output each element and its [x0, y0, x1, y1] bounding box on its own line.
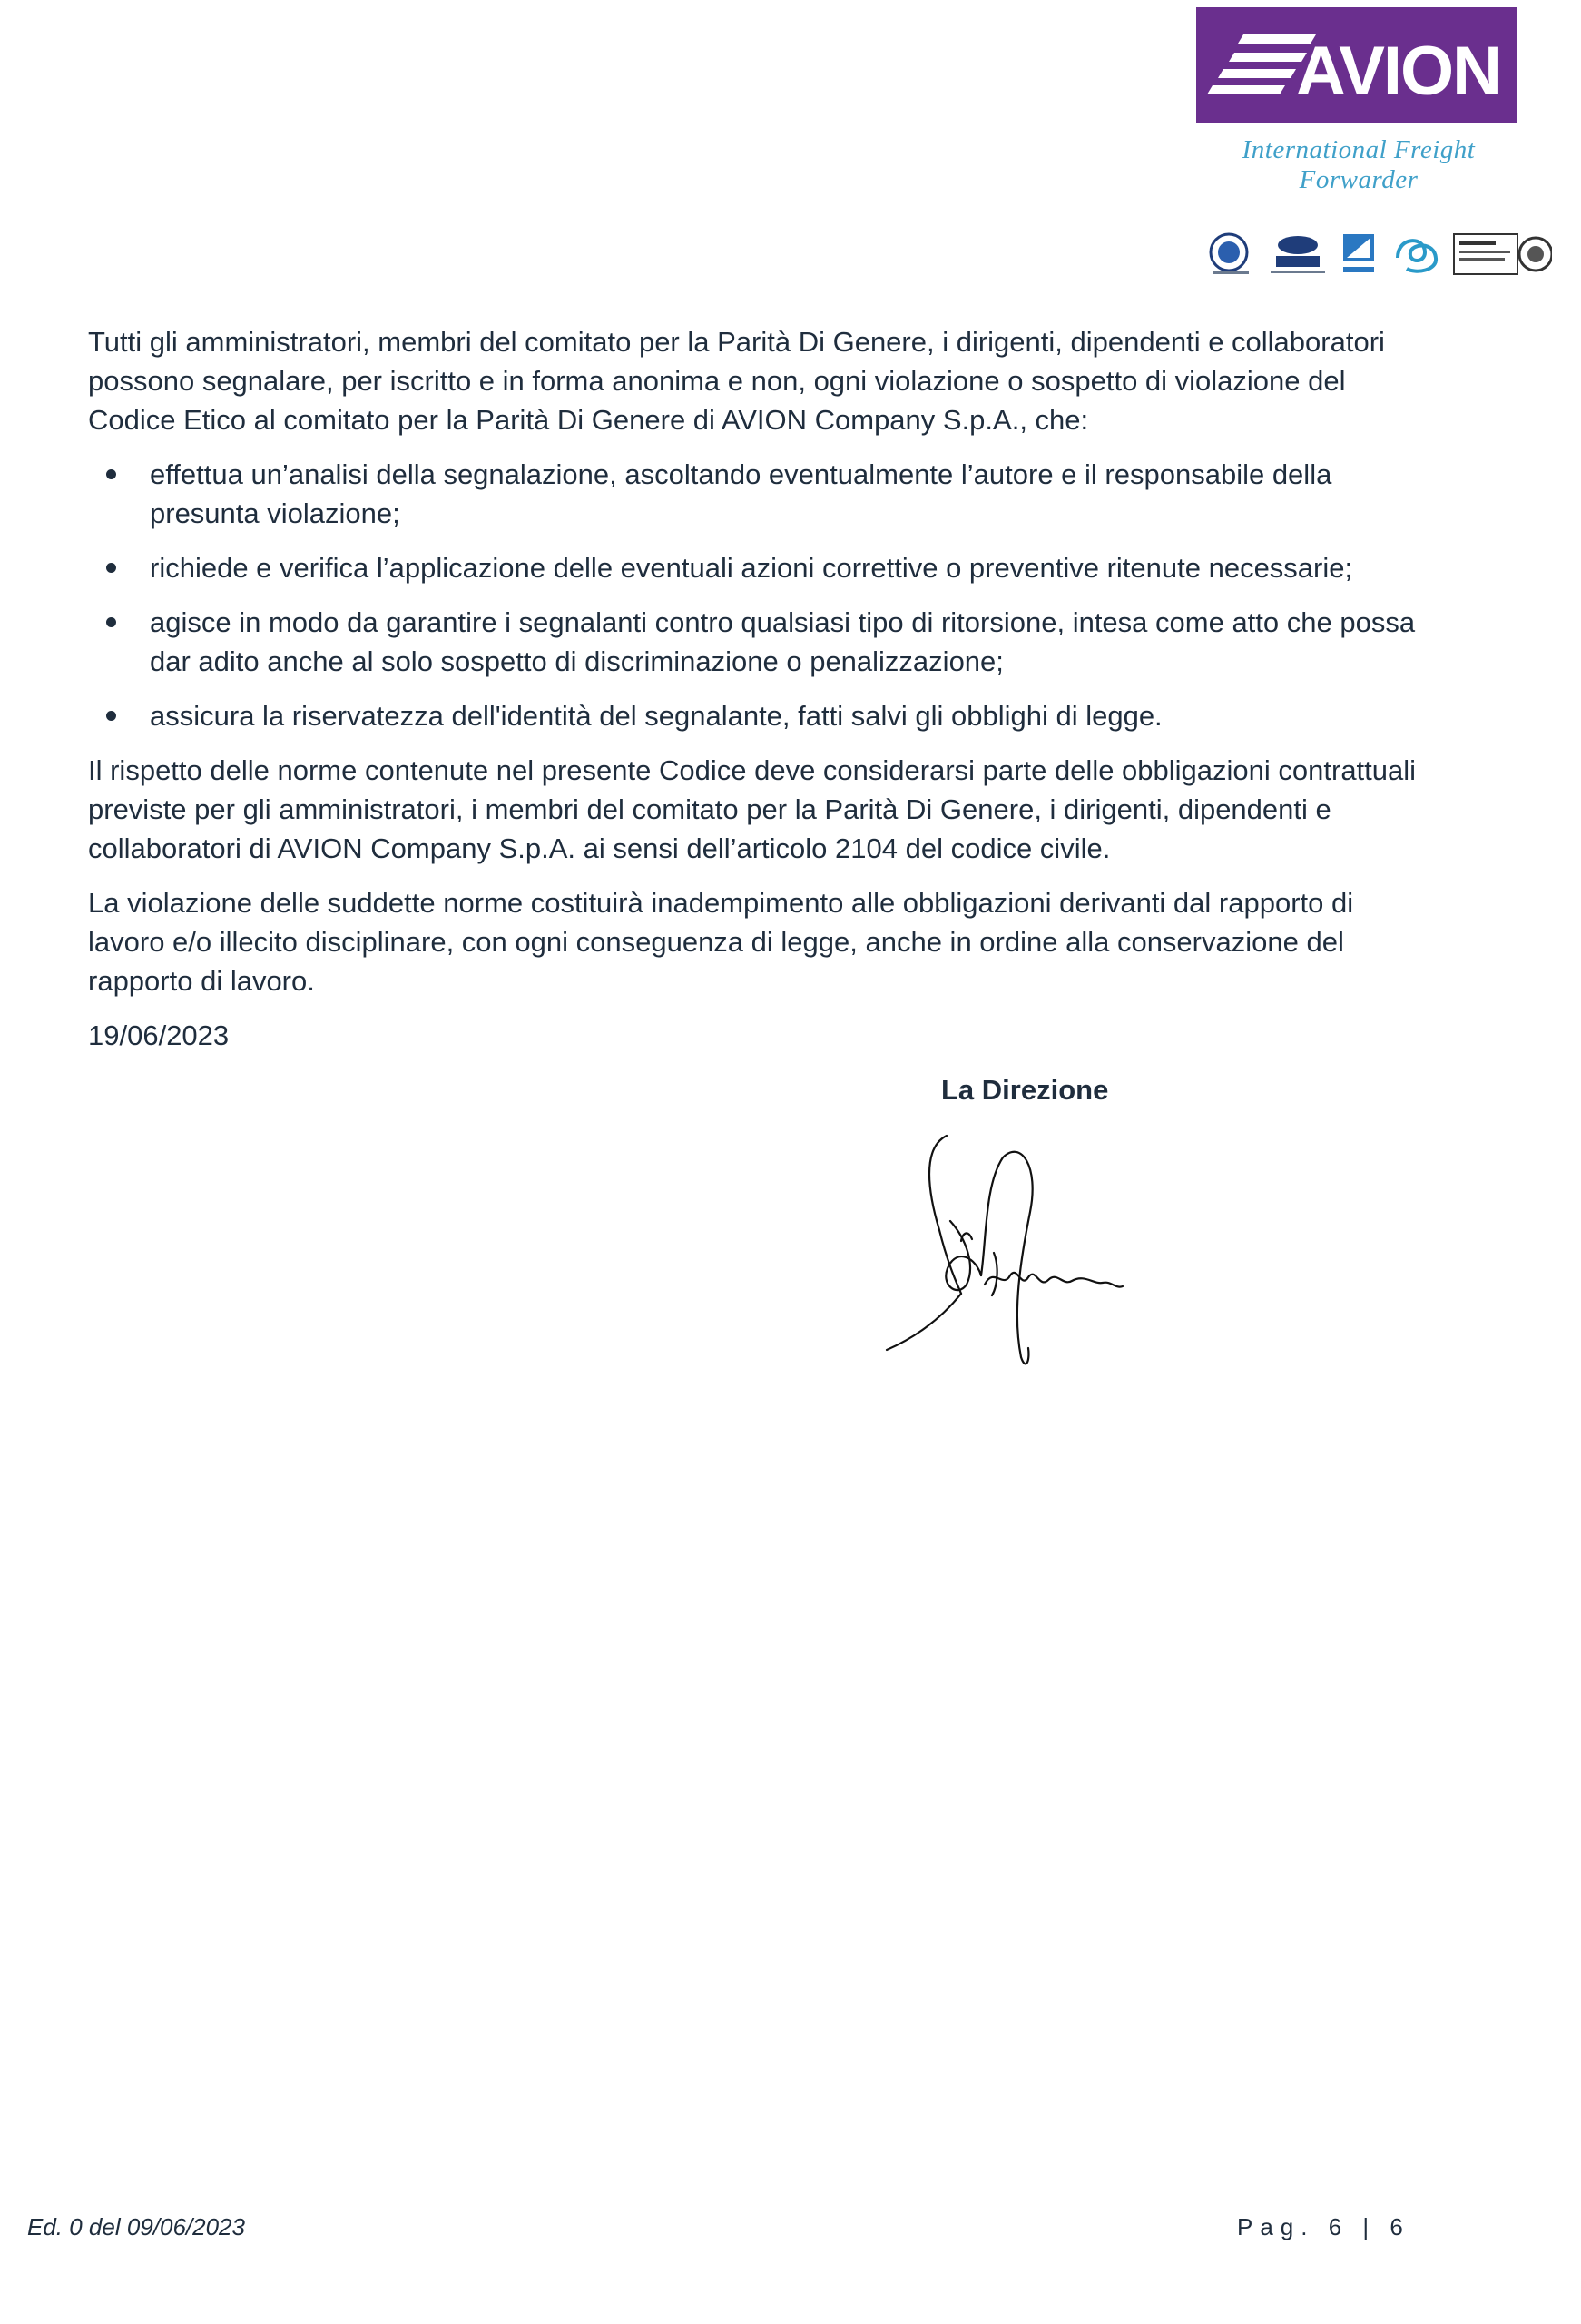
list-item — [88, 548, 1431, 587]
logo-tagline: International Freight Forwarder — [1242, 135, 1476, 194]
list-item — [88, 455, 1431, 533]
iata-logo-icon — [1265, 231, 1331, 278]
footer-page-number: Pag. 6 | 6 — [1237, 2213, 1410, 2240]
list-item-text: agisce in modo da garantire i segnalanti contro qualsiasi tipo di ritorsione, intesa come atto che possa dar adito anche al solo sospetto di discriminazione o penalizzazione; — [150, 606, 1416, 677]
logo-wordmark: AVION — [1296, 33, 1501, 110]
footer-edition: Ed. 0 del 09/06/2023 — [27, 2213, 245, 2240]
bullet-icon — [106, 469, 116, 479]
document-body — [88, 322, 1431, 1137]
avion-logo — [1196, 7, 1517, 123]
aeo-seal-icon — [1205, 231, 1256, 278]
list-item — [88, 603, 1431, 681]
violation-paragraph: La violazione delle suddette norme costituirà inadempimento alle obbligazioni derivanti dal rapporto di lavoro e/o illecito disciplinare, con ogni conseguenza di legge, anche in ordine alla conservazione del rapporto di lavoro. — [88, 887, 1354, 997]
company-header — [1196, 7, 1521, 281]
bullet-icon — [106, 617, 116, 627]
list-item-text: assicura la riservatezza dell'identità del segnalante, fatti salvi gli obblighi di legge. — [150, 700, 1163, 732]
handwritten-signature — [885, 1130, 1157, 1380]
list-item-text: effettua un’analisi della segnalazione, ascoltando eventualmente l’autore e il responsabile della presunta violazione; — [150, 458, 1332, 529]
enac-logo-icon — [1340, 231, 1380, 278]
responsibilities-list — [88, 455, 1431, 735]
bullet-icon — [106, 563, 116, 573]
document-date: 19/06/2023 — [88, 1019, 230, 1051]
intro-paragraph: Tutti gli amministratori, membri del comitato per la Parità Di Genere, i dirigenti, dipendenti e collaboratori possono segnalare, per iscritto e in forma anonima e non, ogni violazione o sospetto di violazione del Codice Etico al comitato per la Parità Di Genere di AVION Company S.p.A., che: — [88, 326, 1385, 436]
list-item-text: richiede e verifica l’applicazione delle eventuali azioni correttive o preventive ritenute necessarie; — [150, 552, 1353, 584]
bullet-icon — [106, 711, 116, 721]
obligations-paragraph: Il rispetto delle norme contenute nel presente Codice deve considerarsi parte delle obbligazioni contrattuali previste per gli amministratori, i membri del comitato per la Parità Di Genere, i dirigenti, dipendenti e collaboratori di AVION Company S.p.A. ai sensi dell’articolo 2104 del codice civile. — [88, 754, 1417, 864]
certification-logos — [1205, 228, 1521, 281]
signatory-title: La Direzione — [941, 1074, 1109, 1106]
swirl-cert-icon — [1389, 231, 1443, 278]
list-item — [88, 696, 1431, 735]
bureau-veritas-icon — [1452, 231, 1552, 278]
avion-logo-mark-icon — [1196, 7, 1517, 123]
